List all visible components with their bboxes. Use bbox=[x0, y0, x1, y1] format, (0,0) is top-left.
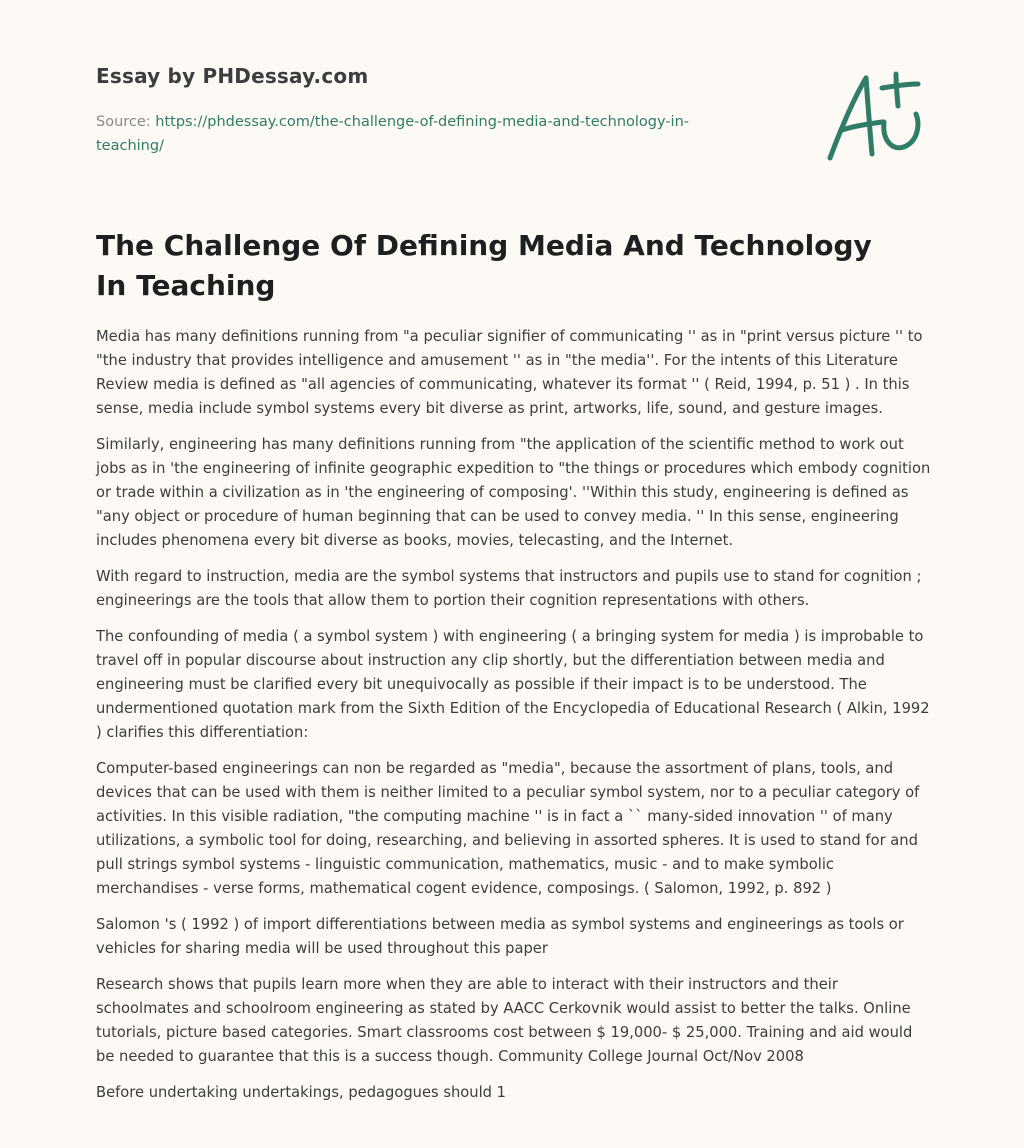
essay-body bbox=[96, 325, 932, 1117]
source-line bbox=[96, 110, 736, 158]
paragraph: Before undertaking undertakings, pedagogues should 1 bbox=[96, 1084, 506, 1101]
paragraph: Similarly, engineering has many definitions running from "the application of the scientific method to work out jobs as in 'the engineering of infinite geographic expedition to "the things or procedures which embody cognition or trade within a civilization as in 'the engineering of composing'. ''Within this study, engineering is defined as "any object or procedure of human beginning that can be used to convey media. '' In this sense, engineering includes phenomena every bit diverse as books, movies, telecasting, and the Internet. bbox=[96, 436, 931, 549]
paragraph: With regard to instruction, media are the symbol systems that instructors and pupils use to stand for cognition ; engineerings are the tools that allow them to portion their cognition representations with others. bbox=[96, 568, 922, 609]
paragraph: Research shows that pupils learn more when they are able to interact with their instructors and their schoolmates and schoolroom engineering as stated by AACC Cerkovnik would assist to better the talks. Online tutorials, picture based categories. Smart classrooms cost between $ 19,000- $ 25,000. Training and aid would be needed to guarantee that this is a success though. Community College Journal Oct/Nov 2008 bbox=[96, 976, 913, 1065]
source-link[interactable]: https://phdessay.com/the-challenge-of-defining-media-and-technology-in-teaching/ bbox=[96, 114, 690, 154]
paragraph: Salomon 's ( 1992 ) of import differentiations between media as symbol systems and engineerings as tools or vehicles for sharing media will be used throughout this paper bbox=[96, 916, 904, 957]
site-brand[interactable]: Essay by PHDessay.com bbox=[96, 64, 369, 88]
essay-title: The Challenge Of Defining Media And Technology In Teaching bbox=[96, 229, 872, 302]
paragraph: Computer-based engineerings can non be regarded as "media", because the assortment of plans, tools, and devices that can be used with them is neither limited to a peculiar symbol system, nor to a peculiar category of activities. In this visible radiation, "the computing machine '' is in fact a `` many-sided innovation '' of many utilizations, a symbolic tool for doing, researching, and believing in assorted spheres. It is used to stand for and pull strings symbol systems - linguistic communication, mathematics, music - and to make symbolic merchandises - verse forms, mathematical cogent evidence, composings. ( Salomon, 1992, p. 892 ) bbox=[96, 760, 920, 897]
a-plus-logo-icon[interactable] bbox=[820, 66, 930, 166]
source-label: Source: bbox=[96, 114, 151, 130]
paragraph: Media has many definitions running from "a peculiar signifier of communicating '' as in "print versus picture '' to "the industry that provides intelligence and amusement '' as in "the media''. For the intents of this Literature Review media is defined as "all agencies of communicating, whatever its format '' ( Reid, 1994, p. 51 ) . In this sense, media include symbol systems every bit diverse as print, artworks, life, sound, and gesture images. bbox=[96, 328, 923, 417]
paragraph: The confounding of media ( a symbol system ) with engineering ( a bringing system for media ) is improbable to travel off in popular discourse about instruction any clip shortly, but the differentiation between media and engineering must be clarified every bit unequivocally as possible if their impact is to be understood. The undermentioned quotation mark from the Sixth Edition of the Encyclopedia of Educational Research ( Alkin, 1992 ) clarifies this differentiation: bbox=[96, 628, 930, 741]
